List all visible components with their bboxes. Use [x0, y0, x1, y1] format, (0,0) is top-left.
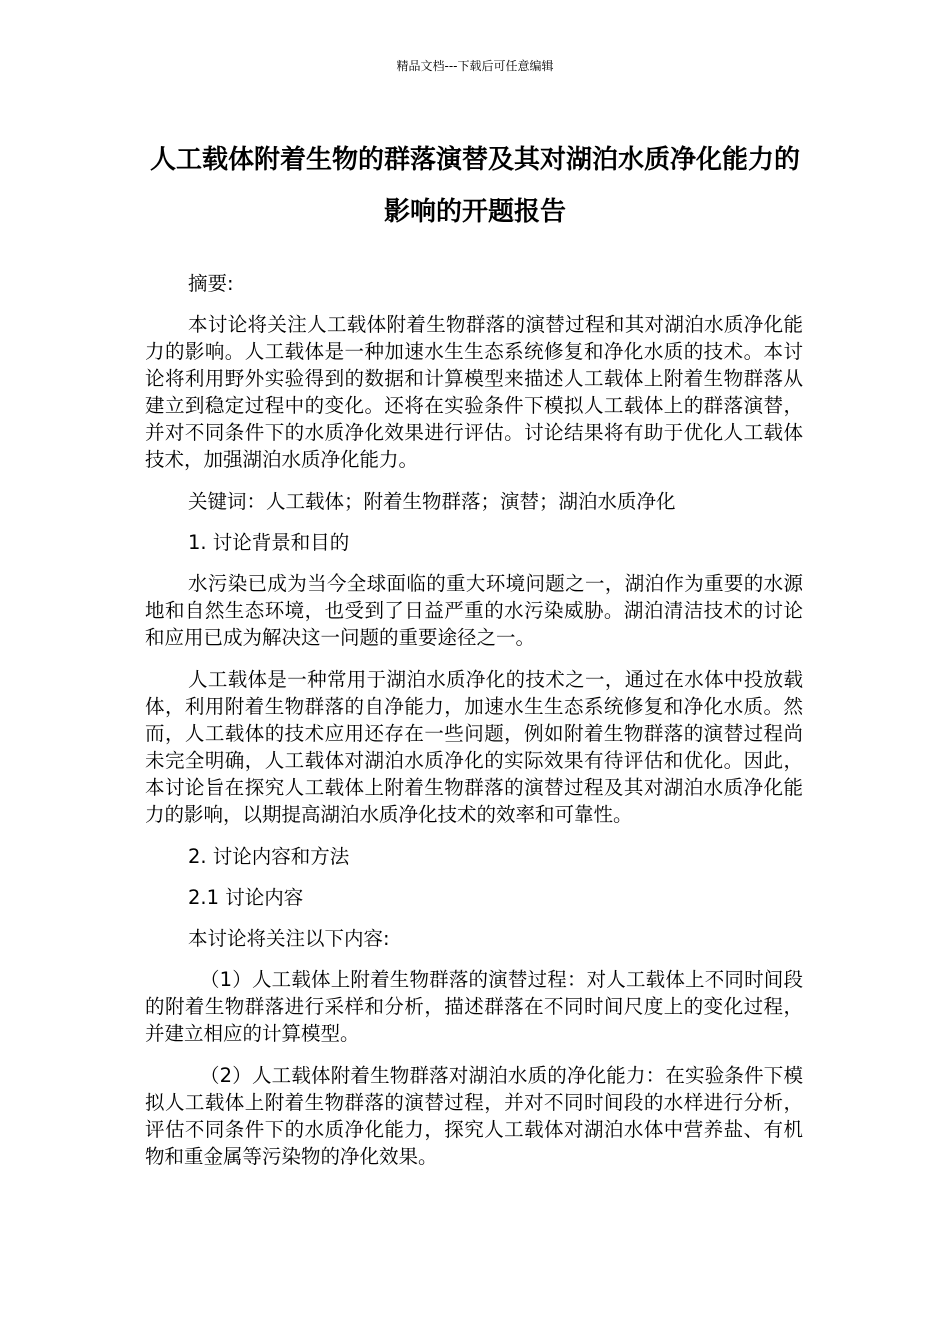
page-header-note: 精品文档---下载后可任意编辑 [396, 59, 554, 73]
section-1-paragraph-2: 人工载体是一种常用于湖泊水质净化的技术之一，通过在水体中投放载体，利用附着生物群落的自净能力，加速水生生态系统修复和净化水质。然而，人工载体的技术应用还存在一些问题，例如附着生物群落的演替过程尚未完全明确，人工载体对湖泊水质净化的实际效果有待评估和优化。因此，本讨论旨在探究人工载体上附着生物群落的演替过程及其对湖泊水质净化能力的影响，以期提高湖泊水质净化技术的效率和可靠性。 [145, 668, 803, 826]
section-2-1-heading: 2.1 讨论内容 [188, 886, 304, 909]
list-item-2: （2）人工载体附着生物群落对湖泊水质的净化能力：在实验条件下模拟人工载体上附着生物群落的演替过程，并对不同时间段的水样进行分析，评估不同条件下的水质净化能力，探究人工载体对湖泊水体中营养盐、有机物和重金属等污染物的净化效果。 [145, 1064, 803, 1168]
section-2-heading: 2. 讨论内容和方法 [188, 845, 350, 868]
document-title: 人工载体附着生物的群落演替及其对湖泊水质净化能力的影响的开题报告 [149, 145, 800, 227]
keywords-line: 关键词：人工载体；附着生物群落；演替；湖泊水质净化 [188, 490, 676, 513]
document-body [145, 270, 803, 1185]
section-1-paragraph-1: 水污染已成为当今全球面临的重大环境问题之一，湖泊作为重要的水源地和自然生态环境，也受到了日益严重的水污染威胁。湖泊清洁技术的讨论和应用已成为解决这一问题的重要途径之一。 [145, 572, 803, 649]
abstract-paragraph: 本讨论将关注人工载体附着生物群落的演替过程和其对湖泊水质净化能力的影响。人工载体是一种加速水生生态系统修复和净化水质的技术。本讨论将利用野外实验得到的数据和计算模型来描述人工载体上附着生物群落从建立到稳定过程中的变化。还将在实验条件下模拟人工载体上的群落演替，并对不同条件下的水质净化效果进行评估。讨论结果将有助于优化人工载体技术，加强湖泊水质净化能力。 [145, 313, 803, 471]
abstract-label: 摘要: [188, 272, 234, 295]
list-item-1: （1）人工载体上附着生物群落的演替过程：对人工载体上不同时间段的附着生物群落进行采样和分析，描述群落在不同时间尺度上的变化过程，并建立相应的计算模型。 [145, 968, 803, 1045]
section-1-heading: 1. 讨论背景和目的 [188, 531, 350, 554]
section-2-1-intro: 本讨论将关注以下内容: [188, 927, 390, 950]
